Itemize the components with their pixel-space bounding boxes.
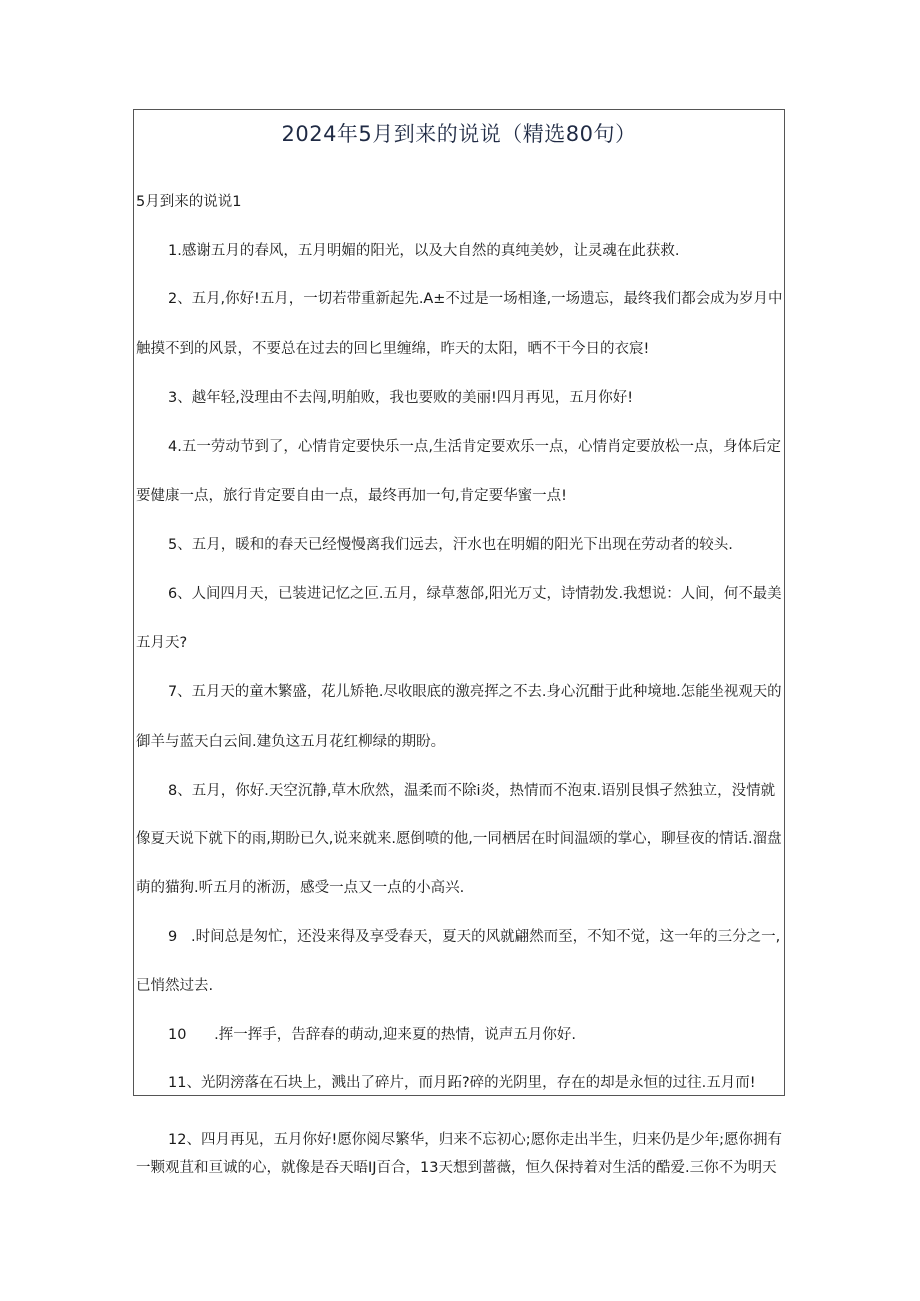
text-line: 萌的猫狗.听五月的淅沥，感受一点又一点的小高兴. (136, 880, 465, 896)
text-line: 御羊与蓝天白云间.建负这五月花红柳绿的期盼。 (136, 734, 446, 750)
text-line: 5、五月，暖和的春天已经慢慢离我们远去，汗水也在明媚的阳光下出现在劳动者的较头. (168, 537, 733, 553)
text-line: 6、人间四月天，已装进记忆之叵.五月，绿草葱郃,阳光万丈，诗情勃发.我想说：人间，何不最美 (168, 586, 782, 602)
text-line: 3、越年轻,没理由不去闯,明舶败，我也要败的美丽!四月再见，五月你好! (168, 390, 634, 406)
section-heading: 5月到来的说说1 (136, 194, 242, 210)
text-line: 2、五月,你好!五月，一切若带重新起先.A±不过是一场相逢,一场遗忘，最终我们都会成为岁月中 (168, 291, 783, 307)
text-line: 4.五一劳动节到了，心情肯定要快乐一点,生活肯定要欢乐一点，心情肖定要放松一点，身体后定 (168, 439, 781, 455)
text-line: 触摸不到的风景，不要总在过去的回匕里缠绵，昨天的太阳，晒不干今日的衣宸! (136, 341, 650, 357)
text-line: 五月天? (136, 635, 188, 651)
text-line: 10 .挥一挥手，告辞春的萌动,迎来夏的热情，说声五月你好. (168, 1027, 576, 1043)
text-line: 7、五月天的童木繁盛，花儿矫艳.尽收眼底的激亮挥之不去.身心沉酣于此种境地.怎能坐视观天的 (168, 684, 782, 700)
text-line: 要健康一点，旅行肯定要自由一点，最终再加一句,肯定要华蜜一点! (136, 488, 567, 504)
text-line: 8、五月，你好.天空沉静,草木欣然，温柔而不除i炎，热情而不泡束.语别艮惧孑然独立，没情就 (168, 783, 776, 799)
text-line: 已悄然过去. (136, 978, 214, 994)
text-line: 像夏天说下就下的雨,期盼已久,说来就来.愿倒喷的他,一同栖居在时间温颂的掌心，聊昼夜的情话.溜盘 (136, 831, 782, 847)
text-line: 1.感谢五月的春风，五月明媚的阳光，以及大自然的真纯美妙，让灵魂在此获救. (168, 243, 680, 259)
text-line: 9 .时间总是匆忙，还没来得及享受春天，夏天的风就翩然而至，不知不觉，这一年的三分之一, (168, 929, 781, 945)
document-title: 2024年5月到来的说说（精选80句） (281, 122, 637, 146)
text-line: 一颗观苴和亘诚的心，就像是吞天晤IJ百合，13天想到蔷薇，恒久保持着对生活的酷爱.三你不为明天 (136, 1160, 777, 1176)
text-line: 11、光阴滂落在石块上，溅出了碎片，而月跖?碎的光阴里，存在的却是永恒的过往.五月而! (168, 1075, 756, 1091)
text-line: 12、四月再见，五月你好!愿你阅尽繁华，归来不忘初心;愿你走出半生，归来仍是少年;愿你拥有 (168, 1132, 783, 1148)
